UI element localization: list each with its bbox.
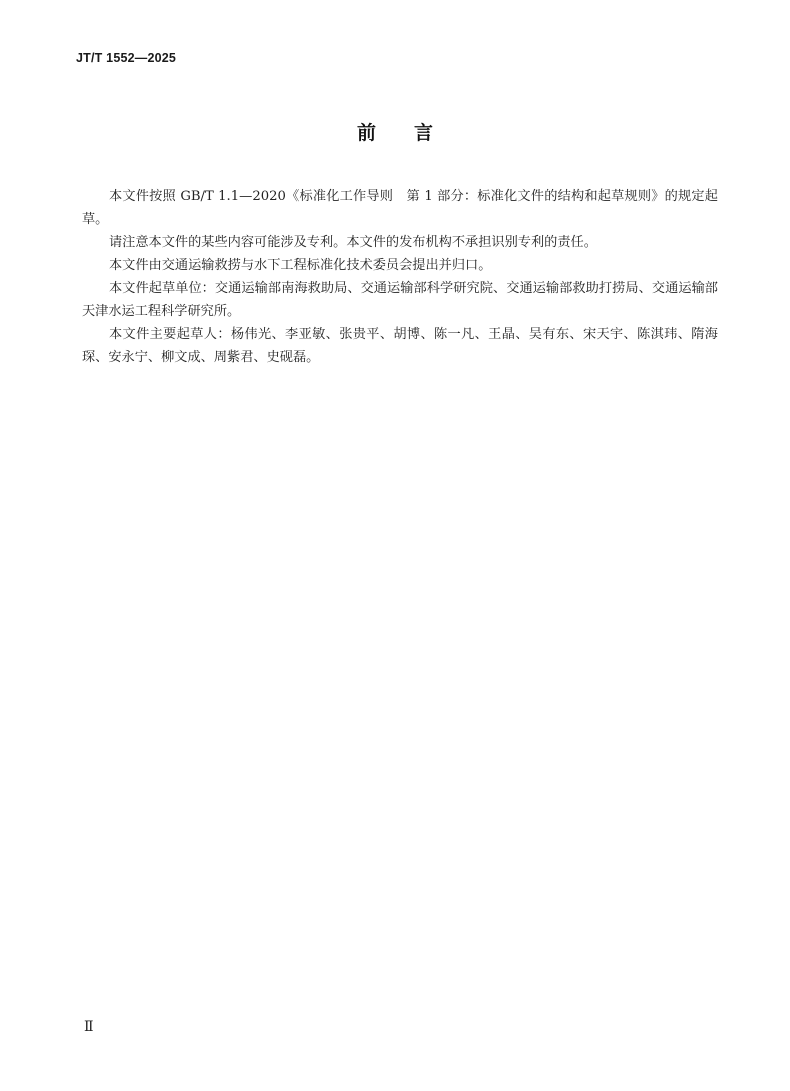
page-number: Ⅱ: [84, 1019, 94, 1035]
title-char-1: 前: [356, 122, 376, 144]
paragraph-drafting-units: 本文件起草单位：交通运输部南海救助局、交通运输部科学研究院、交通运输部救助打捞局、交通运输部天津水运工程科学研究所。: [82, 281, 718, 319]
page-title: [0, 118, 790, 145]
paragraph-patent-notice: 请注意本文件的某些内容可能涉及专利。本文件的发布机构不承担识别专利的责任。: [109, 235, 597, 250]
foreword-body: [82, 185, 718, 369]
document-code: JT/T 1552—2025: [76, 51, 177, 65]
title-char-2: 言: [414, 122, 434, 144]
paragraph-standard-basis: 本文件按照 GB/T 1.1—2020《标准化工作导则 第 1 部分：标准化文件的结构和起草规则》的规定起草。: [82, 189, 718, 227]
paragraph-drafters: 本文件主要起草人：杨伟光、李亚敏、张贵平、胡博、陈一凡、王晶、吴有东、宋天宇、陈淇玮、隋海琛、安永宁、柳文成、周紫君、史砚磊。: [82, 327, 718, 365]
paragraph-proposer: 本文件由交通运输救捞与水下工程标准化技术委员会提出并归口。: [109, 258, 492, 273]
